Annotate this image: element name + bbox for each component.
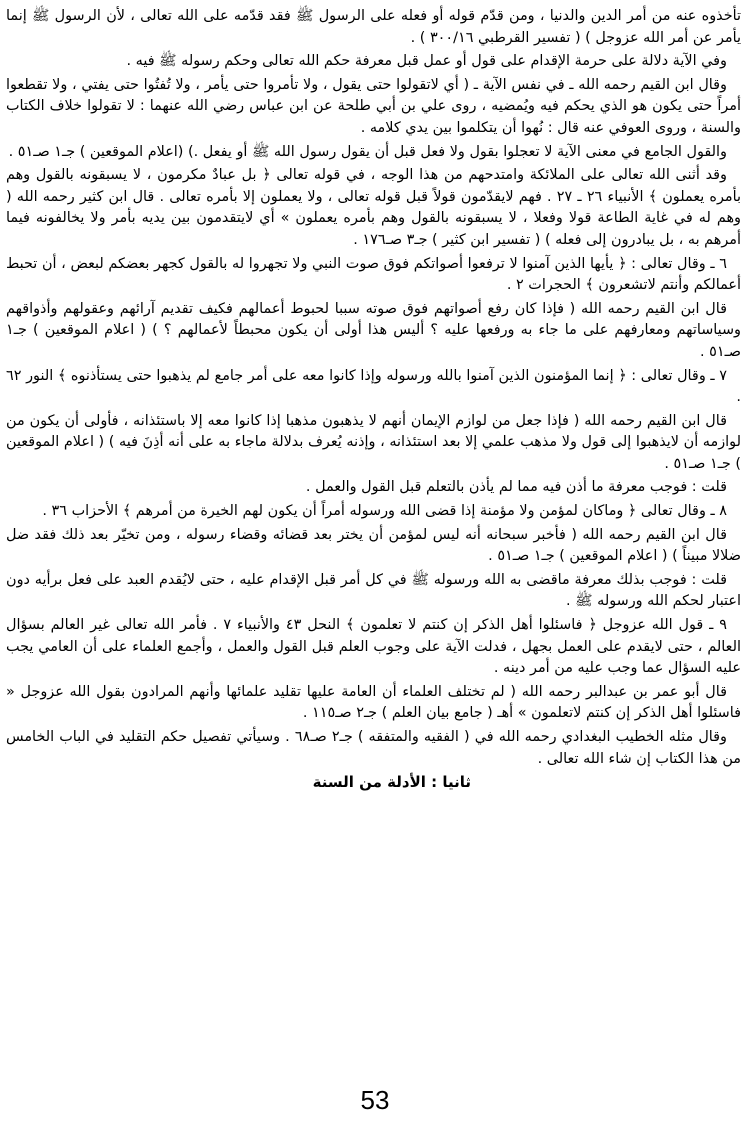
paragraph-15: قال أبو عمر بن عبدالبر رحمه الله ( لم تختلف العلماء أن العامة عليها تقليد علمائها وأنهم المرادون بقول الله عزوجل « فاسئلوا أهل الذكر إن كنتم لاتعلمون » أهـ ( جامع بيان العلم ) جـ٢ صـ١١٥ . <box>6 683 741 722</box>
paragraph-6: ٦ ـ وقال تعالى : ﴿ يأيها الذين آمنوا لا ترفعوا أصواتكم فوق صوت النبي ولا تجهروا له بالقول كجهر بعضكم لبعض ، أن تحبط أعمالكم وأنتم لاتشعرون ﴾ الحجرات ٢ . <box>6 255 741 294</box>
body-text <box>6 6 741 796</box>
paragraph-12: قال ابن القيم رحمه الله ( فأخبر سبحانه أنه ليس لمؤمن أن يختر بعد قضائه وقضاء رسوله ، ومن تخيّر بعد ذلك فقد ضل ضلالا مبيناً ) ( اعلام الموقعين ) جـ١ صـ٥١ . <box>6 526 741 565</box>
paragraph-7: قال ابن القيم رحمه الله ( فإذا كان رفع أصواتهم فوق صوته سببا لحبوط أعمالهم فكيف تقديم آرائهم وعقولهم وأذواقهم وسياساتهم ومعارفهم على ما جاء به ورفعها عليه ؟ أليس هذا أولى أن يكون محبطاً لأعمالهم ؟ ) ( اعلام الموقعين ) جـ١ صـ٥١ . <box>6 300 741 360</box>
page-number: 53 <box>360 1085 390 1115</box>
paragraph-10: قلت : فوجب معرفة ما أذن فيه مما لم يأذن بالتعلم قبل القول والعمل . <box>305 479 727 496</box>
section-heading: ثانيا : الأدلة من السنة <box>312 773 471 792</box>
paragraph-11: ٨ ـ وقال تعالى ﴿ وماكان لمؤمن ولا مؤمنة إذا قضى الله ورسوله أمراً أن يكون لهم الخيرة من أمرهم ﴾ الأحزاب ٣٦ . <box>42 503 727 520</box>
paragraph-13: قلت : فوجب بذلك معرفة ماقضى به الله ورسوله ﷺ في كل أمر قبل الإقدام عليه ، حتى لايُقدم العبد على فعل برأيه دون اعتبار لحكم الله ورسوله ﷺ . <box>6 571 741 610</box>
paragraph-2: وفي الآية دلالة على حرمة الإقدام على قول أو عمل قبل معرفة حكم الله تعالى وحكم رسوله ﷺ فيه . <box>126 53 727 70</box>
paragraph-3: وقال ابن القيم رحمه الله ـ في نفس الآية ـ ( أي لاتقولوا حتى يقول ، ولا تأمروا حتى يأمر ، ولا تُفتُوا حتى يفتي ، ولا تقطعوا أمراً حتى يكون هو الذي يحكم فيه ويُمضيه ، روى علي بن أبي طلحة عن ابن عباس رضي الله عنهما : لا تقولوا خلاف الكتاب والسنة ، وروى العوفي عنه قال : نُهوا أن يتكلموا بين يدي كلامه . <box>6 76 741 136</box>
paragraph-5: وقد أثنى الله تعالى على الملائكة وامتدحهم من هذا الوجه ، في قوله تعالى ﴿ بل عبادٌ مكرمون ، لا يسبقونه بالقول وهم بأمره يعملون ﴾ الأنبياء ٢٦ ـ ٢٧ . فهم لايقدّمون قولاً قبل قوله تعالى ، ولا يعملون إلا بأمره تعالى . قال ابن كثير رحمه الله ( وهم له في غاية الطاعة قولا وفعلا ، لا يسبقونه بالقول وهم بأمره يعملون » أي لايتقدمون بين يديه بأمر ولا يخالفونه فيما أمرهم به ، بل يبادرون إلى فعله ) ( تفسير ابن كثير ) جـ٣ صـ١٧٦ . <box>6 167 742 248</box>
paragraph-9: قال ابن القيم رحمه الله ( فإذا جعل من لوازم الإيمان أنهم لا يذهبون مذهبا إذا كانوا معه إلا باستئذانه ، فأولى أن يكون من لوازمه أن لايذهبوا إلى قول ولا مذهب علمي إلا بعد استئذانه ، وإذنه يُعرف بدلالة ماجاء به على أنه أذِنَ فيه ) ( اعلام الموقعين ) جـ١ صـ٥١ . <box>6 412 741 472</box>
paragraph-16: وقال مثله الخطيب البغدادي رحمه الله في ( الفقيه والمتفقه ) جـ٢ صـ٦٨ . وسيأتي تفصيل حكم التقليد في الباب الخامس من هذا الكتاب إن شاء الله تعالى . <box>6 729 741 767</box>
paragraph-1: تأخذوه عنه من أمر الدين والدنيا ، ومن قدّم قوله أو فعله على الرسول ﷺ فقد قدّمه على الله تعالى ، لأن الرسول ﷺ إنما يأمر عن أمر الله عزوجل ) ( تفسير القرطبي ٣٠٠/١٦ ) . <box>6 8 741 46</box>
paragraph-14: ٩ ـ قول الله عزوجل ﴿ فاسئلوا أهل الذكر إن كنتم لا تعلمون ﴾ النحل ٤٣ والأنبياء ٧ . فأمر الله تعالى غير العالم بسؤال العالم ، حتى لايقدم على العمل بجهل ، فدلت الآية على وجوب العلم قبل القول والعمل ، وأجمع العلماء على أن العامي يجب عليه السؤال عما وجب عليه من أمر دينه . <box>6 617 741 677</box>
paragraph-8: ٧ ـ وقال تعالى : ﴿ إنما المؤمنون الذين آمنوا بالله ورسوله وإذا كانوا معه على أمر جامع لم يذهبوا حتى يستأذنوه ﴾ النور ٦٢ . <box>6 367 741 406</box>
paragraph-4: والقول الجامع في معنى الآية لا تعجلوا بقول ولا فعل قبل أن يقول رسول الله ﷺ أو يفعل .) (اعلام الموقعين ) جـ١ صـ٥١ . <box>8 143 727 160</box>
